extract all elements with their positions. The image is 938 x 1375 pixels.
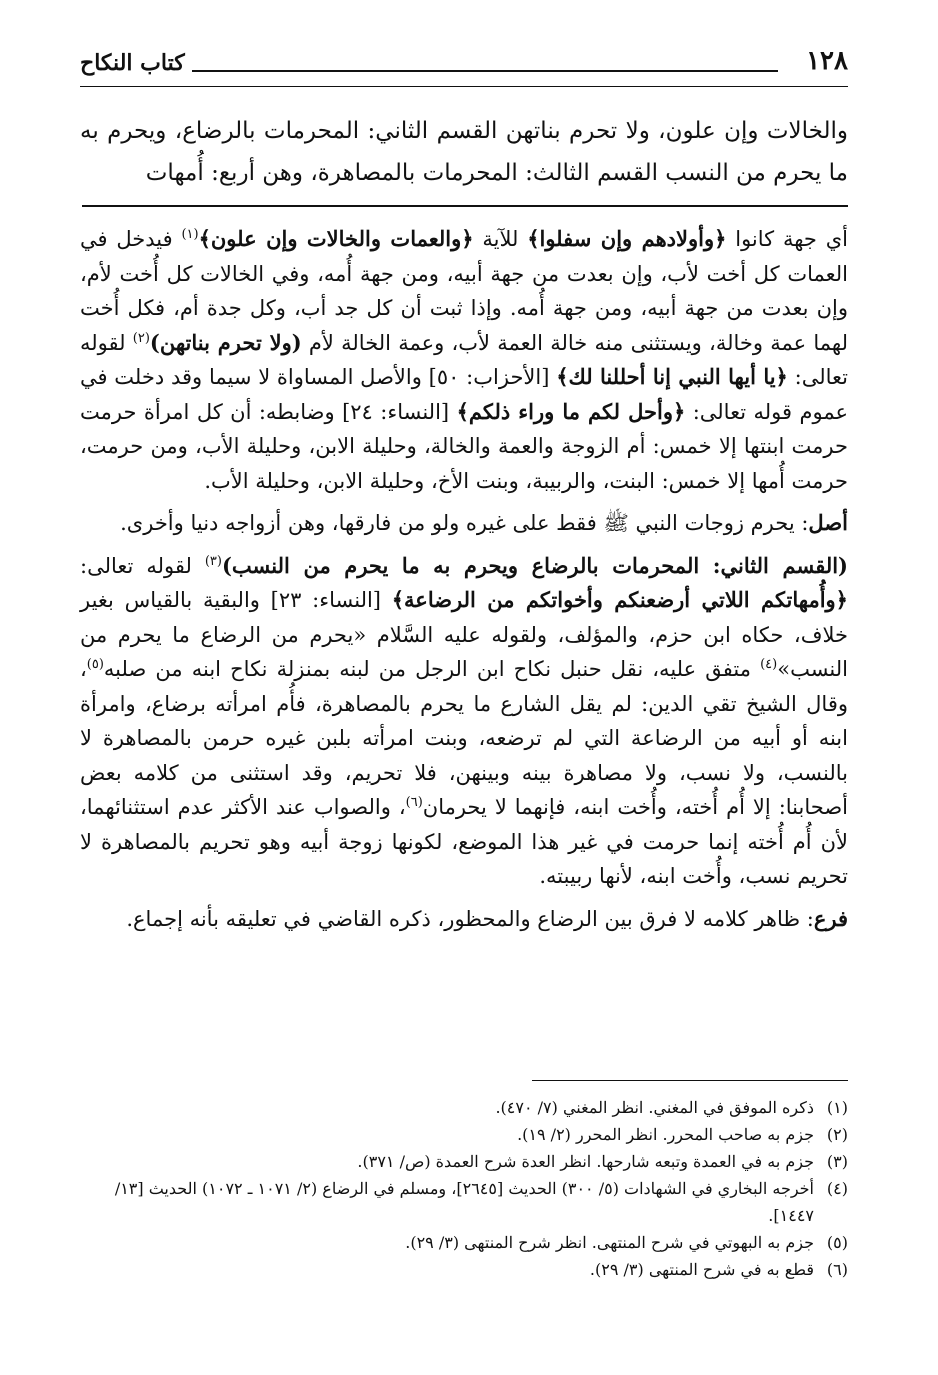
footnote-number: (٣)	[826, 1152, 848, 1171]
footnote-number: (٦)	[826, 1260, 848, 1279]
footnote-ref[interactable]: (١)	[181, 227, 199, 242]
matn-quote: (القسم الثاني: المحرمات بالرضاع ويحرم به ما يحرم من النسب)	[221, 552, 848, 578]
footnote-separator	[532, 1080, 848, 1081]
commentary-text: [الأحزاب: ٥٠] والأصل المساواة لا سيما وقد دخلت في عموم قوله تعالى:	[80, 365, 848, 424]
footnote-text: أخرجه البخاري في الشهادات (٥/ ٣٠٠) الحديث [٢٦٤٥]، ومسلم في الرضاع (٢/ ١٠٧١ ـ ١٠٧٢) الحديث [١٣/ ١٤٤٧].	[114, 1179, 814, 1225]
main-text	[80, 110, 848, 194]
footnote	[80, 1148, 848, 1175]
footnote	[80, 1256, 848, 1283]
commentary-paragraph-1	[80, 222, 848, 498]
quran-quote: ﴿وأولادهم وإن سفلوا﴾	[527, 226, 727, 251]
footnote-ref[interactable]: (٤)	[760, 657, 778, 672]
quran-quote: ﴿والعمات والخالات وإن علون﴾	[198, 226, 474, 251]
footnote-text: ذكره الموفق في المغني. انظر المغني (٧/ ٤٧٠).	[495, 1098, 814, 1117]
main-paragraph: والخالات وإن علون، ولا تحرم بناتهن القسم الثاني: المحرمات بالرضاع، ويحرم به ما يحرم من النسب القسم الثالث: المحرمات بالمصاهرة، وهن أربع: أُمهات	[80, 118, 848, 186]
footnote-number: (١)	[826, 1098, 848, 1117]
footnote-ref[interactable]: (٣)	[204, 553, 222, 569]
commentary-paragraph-4	[80, 902, 848, 937]
commentary	[80, 222, 848, 944]
quran-quote: ﴿وأُمهاتكم اللاتي أرضعنكم وأخواتكم من الرضاعة﴾	[391, 587, 848, 612]
page-number: ١٢٨	[806, 46, 848, 76]
footnote	[80, 1094, 848, 1121]
commentary-text: فيدخل في العمات كل أخت لأب، وإن بعدت من جهة أبيه، ومن جهة أُمه، وفي الخالات كل أُخت لأم، وإن بعدت من جهة أبيه، ومن جهة أُمه. وإذا ثبت أن كل جد أب، وكل جدة أم، فكل أُخت لهما عمة وخالة، ويستثنى منه خالة العمة لأب، وعمة الخالة لأم	[80, 227, 848, 355]
quran-quote: ﴿وأحل لكم ما وراء ذلكم﴾	[456, 398, 686, 424]
commentary-paragraph-3	[80, 549, 848, 894]
book-title: كتاب النكاح	[80, 50, 185, 76]
footnote-number: (٤)	[826, 1179, 848, 1198]
commentary-text: [النساء: ٢٤] وضابطه: أن كل امرأة حرمت حرمت ابنتها إلا خمس: أم الزوجة والعمة والخالة، وحليلة الابن، وحليلة الأب، ومن حرمت، حرمت أُمها إلا خمس: البنت، والربيبة، وبنت الأخ، وحليلة الابن، وحليلة الأب.	[80, 399, 848, 493]
commentary-text: للآية	[473, 227, 528, 251]
quran-quote: ﴿يا أيها النبي إنا أحللنا لك﴾	[556, 364, 788, 389]
footnote-text: جزم به صاحب المحرر. انظر المحرر (٢/ ١٩).	[517, 1125, 814, 1144]
footnote-ref[interactable]: (٦)	[405, 795, 423, 810]
footnote-ref[interactable]: (٢)	[132, 330, 150, 346]
commentary-paragraph-2	[80, 506, 848, 541]
commentary-text: : ظاهر كلامه لا فرق بين الرضاع والمحظور، ذكره القاضي في تعليقه بأنه إجماع.	[126, 906, 814, 931]
commentary-text: : يحرم زوجات النبي ﷺ فقط على غيره ولو من فارقها، وهن أزواجه دنيا وأخرى.	[120, 511, 809, 535]
commentary-text: ، والصواب عند الأكثر عدم استثنائهما، لأن أُم أُخته إنما حرمت في غير هذا الموضع، لكونها زوجة أبيه وهو تحريم بالمصاهرة لا تحريم نسب، وأُخت ابنه، لأنها ربيبته.	[80, 795, 848, 888]
commentary-text: [النساء: ٢٣] والبقية بالقياس بغير خلاف، حكاه ابن حزم، والمؤلف، ولقوله عليه السَّلام «يحرم من الرضاع ما يحرم من النسب»	[80, 588, 848, 681]
page-header	[80, 44, 848, 86]
commentary-text: ، وقال الشيخ تقي الدين: لم يقل الشارع ما يحرم بالمصاهرة، فأُم امرأته برضاع، وامرأة ابنه أو أبيه من الرضاعة التي لم ترضعه، وبنت امرأته بلبن غيره حرمن بالمصاهرة لا بالنسب، ولا نسب، ولا مصاهرة بينه وبينهن، فلا تحريم، وقد استثنى من كلامه بعض أصحابنا: إلا أُم أُخته، وأُخت ابنه، فإنهما لا يحرمان	[80, 657, 848, 819]
footnotes	[80, 1094, 848, 1283]
footnote-ref[interactable]: (٥)	[86, 657, 104, 672]
footnote	[80, 1175, 848, 1229]
commentary-text: أي جهة كانوا	[726, 227, 848, 251]
section-label: أصل	[808, 510, 848, 535]
matn-quote: (ولا تحرم بناتهن)	[149, 329, 302, 355]
section-label: فرع	[813, 905, 848, 931]
header-underline	[80, 86, 848, 87]
footnote-text: جزم به البهوتي في شرح المنتهى. انظر شرح المنتهى (٣/ ٢٩).	[405, 1233, 814, 1252]
main-text-separator	[82, 205, 848, 207]
header-rule	[192, 70, 778, 72]
commentary-text: لقوله تعالى:	[80, 553, 205, 578]
footnote	[80, 1229, 848, 1256]
footnote-text: قطع به في شرح المنتهى (٣/ ٢٩).	[589, 1260, 814, 1279]
footnote-number: (٥)	[826, 1233, 848, 1252]
footnote-text: جزم به في العمدة وتبعه شارحها. انظر العدة شرح العمدة (ص/ ٣٧١).	[357, 1152, 814, 1171]
footnote	[80, 1121, 848, 1148]
commentary-text: لقوله تعالى:	[80, 330, 848, 389]
commentary-text: متفق عليه، نقل حنبل نكاح ابن الرجل من لبنه بمنزلة نكاح ابنه من صلبه	[103, 657, 761, 681]
footnote-number: (٢)	[826, 1125, 848, 1144]
